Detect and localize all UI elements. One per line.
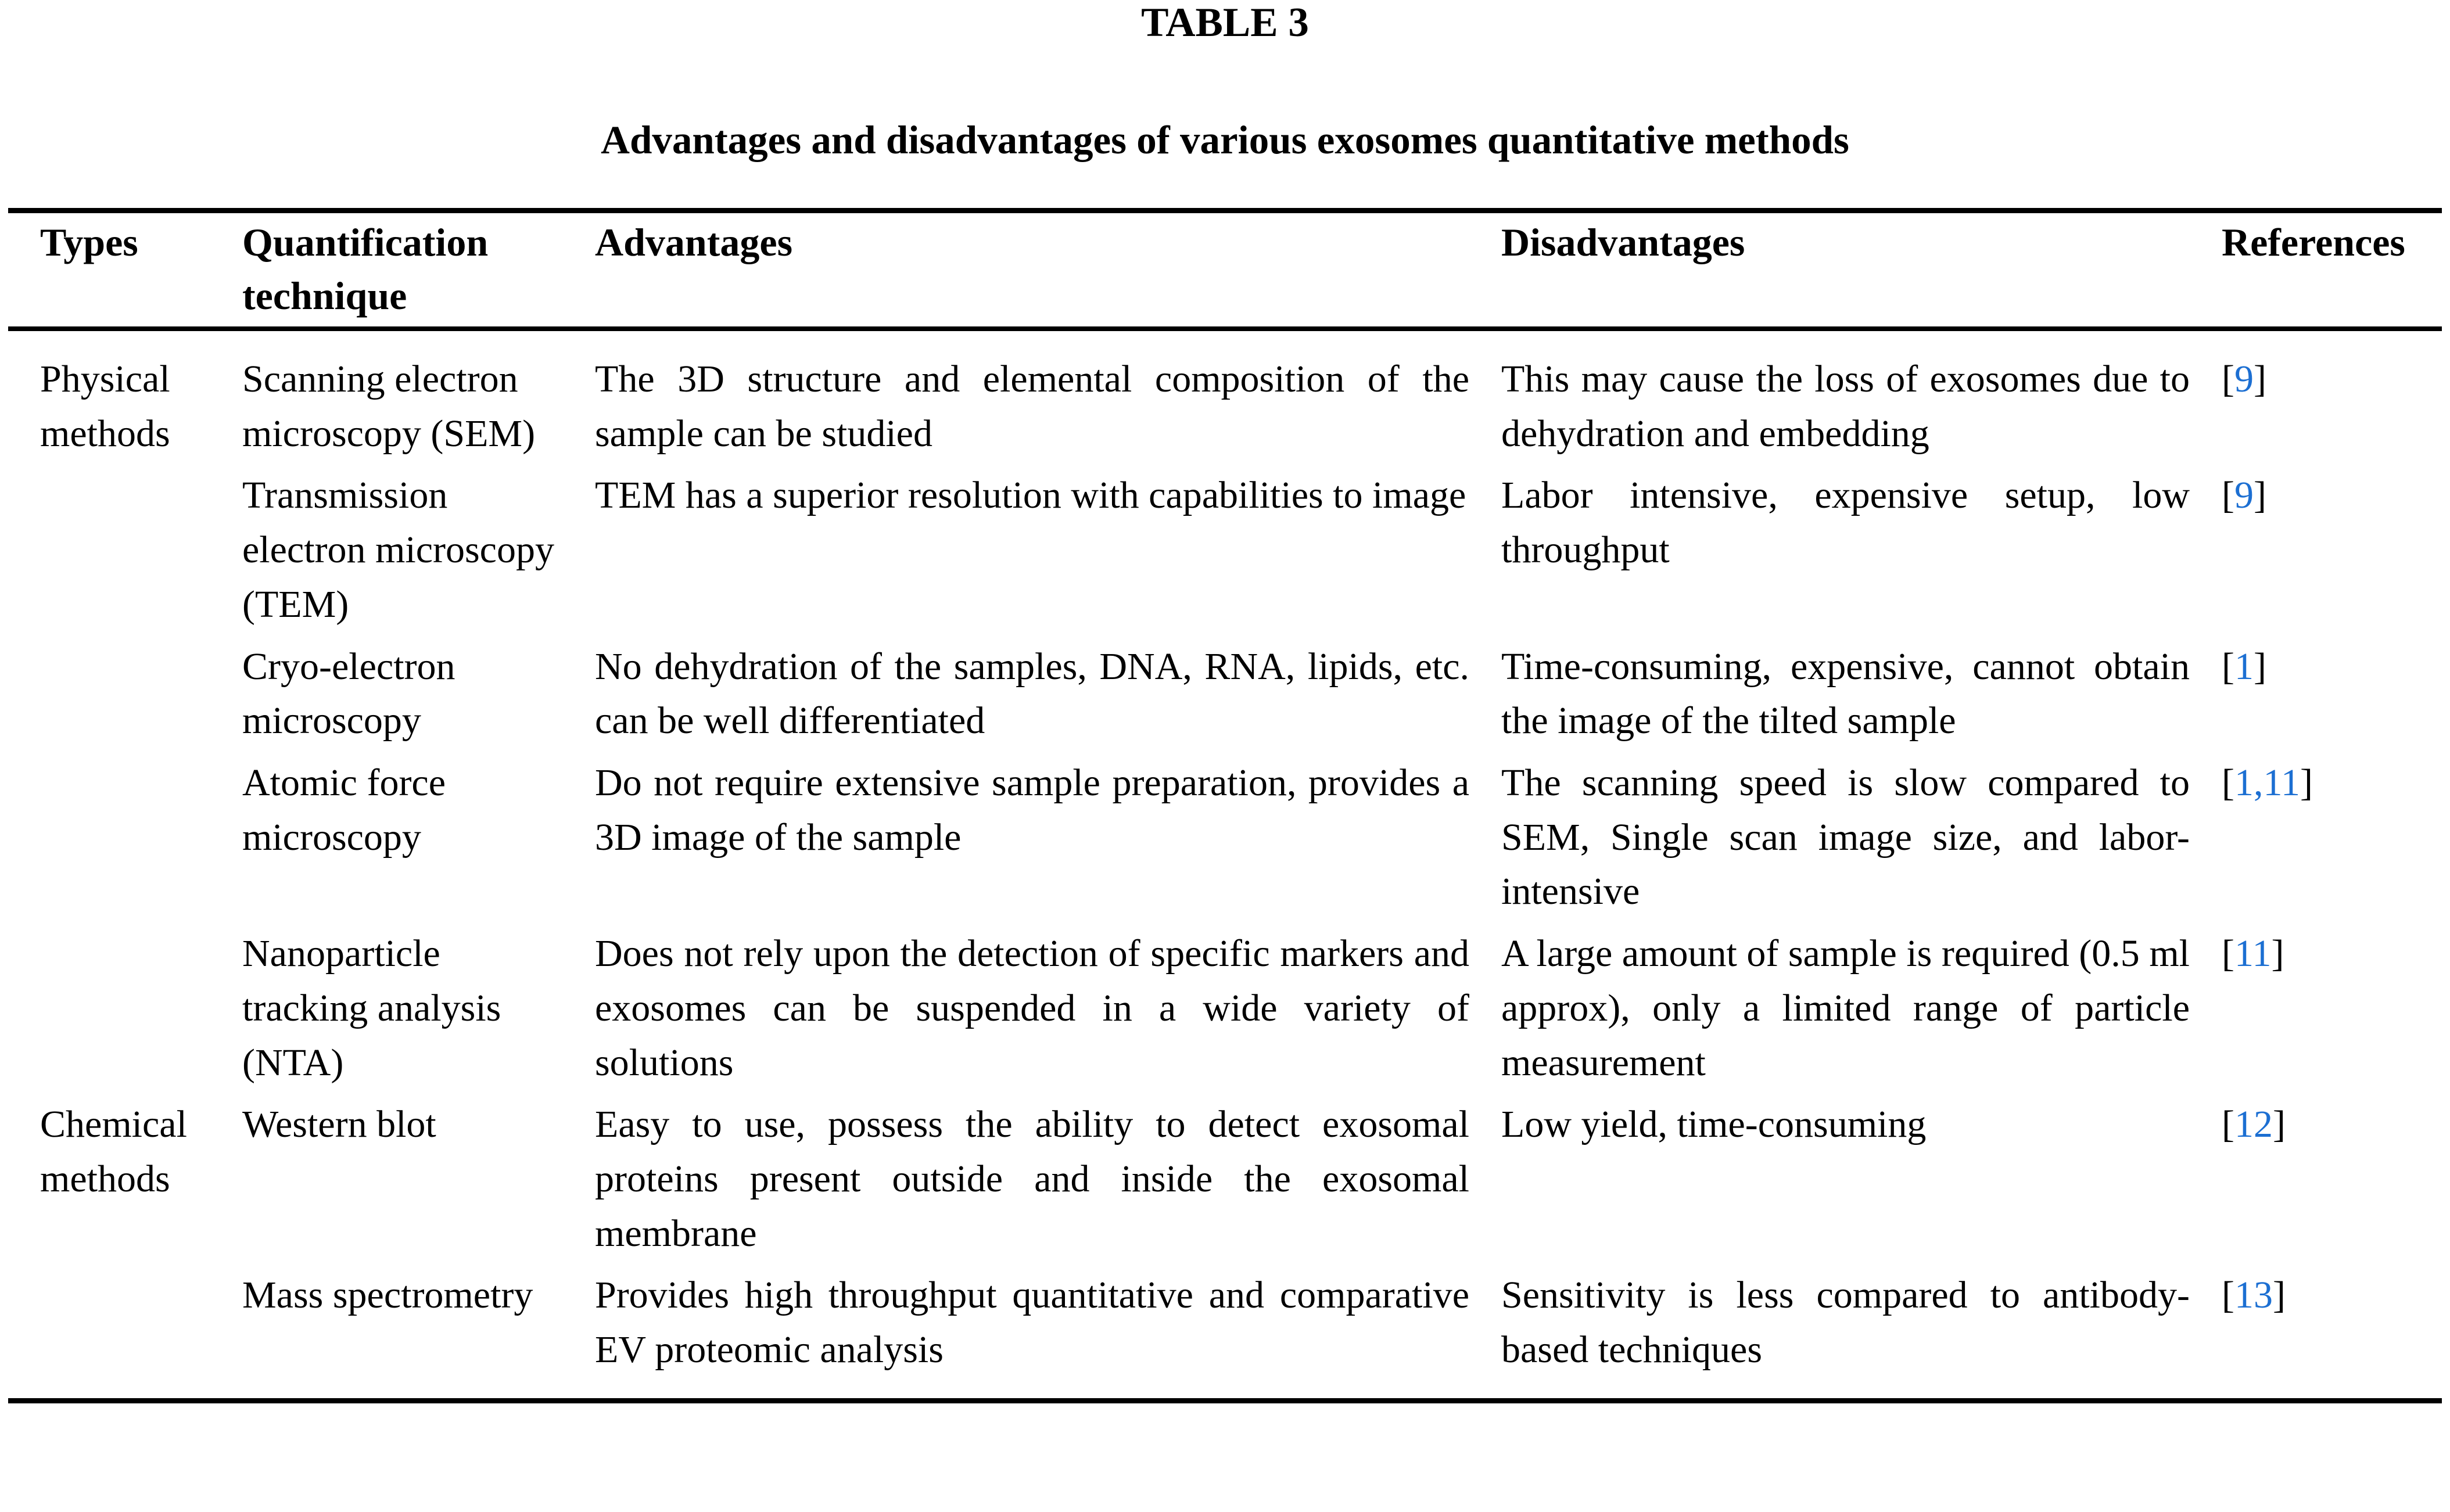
cell-advantages: TEM has a superior resolution with capabilities to image	[595, 474, 1466, 517]
column-header-advantages: Advantages	[595, 213, 1501, 329]
cell-advantages: The 3D structure and elemental composition of the sample can be studied	[595, 357, 1469, 455]
table-body	[8, 329, 2442, 1398]
cell-type: Chemical methods	[40, 1103, 187, 1200]
cell-references	[2222, 329, 2442, 468]
column-header-types: Types	[8, 213, 242, 329]
cell-disadvantages: The scanning speed is slow compared to SEM, Single scan image size, and labor-intensive	[1501, 761, 2190, 913]
reference-bracket-open: [	[2222, 645, 2234, 688]
methods-table	[8, 213, 2442, 1398]
reference-bracket-close: ]	[2253, 645, 2266, 688]
table-number-heading: TABLE 3	[1141, 0, 1309, 45]
reference-link[interactable]: 9	[2234, 357, 2254, 400]
cell-references	[2222, 1268, 2442, 1398]
reference-bracket-open: [	[2222, 1103, 2234, 1146]
column-header-disadvantages: Disadvantages	[1501, 213, 2222, 329]
cell-type	[8, 926, 242, 1097]
reference-bracket-open: [	[2222, 1274, 2234, 1317]
cell-references	[2222, 1097, 2442, 1268]
reference-bracket-open: [	[2222, 932, 2234, 975]
cell-disadvantages: A large amount of sample is required (0.5 ml approx), only a limited range of particle measurement	[1501, 932, 2190, 1084]
cell-disadvantages: Labor intensive, expensive setup, low throughput	[1501, 474, 2190, 572]
cell-disadvantages: Low yield, time-consuming	[1501, 1103, 1927, 1146]
table-row	[8, 640, 2442, 756]
cell-references	[2222, 640, 2442, 756]
cell-type	[8, 1268, 242, 1398]
reference-link[interactable]: 13	[2234, 1274, 2273, 1317]
cell-type	[8, 756, 242, 926]
reference-bracket-close: ]	[2272, 1103, 2286, 1146]
cell-disadvantages: This may cause the loss of exosomes due to dehydration and embedding	[1501, 357, 2190, 455]
cell-disadvantages: Sensitivity is less compared to antibody-based techniques	[1501, 1274, 2190, 1371]
reference-link[interactable]: 1,11	[2234, 761, 2301, 804]
cell-technique: Atomic force microscopy	[242, 761, 446, 859]
cell-technique: Scanning electron microscopy (SEM)	[242, 357, 536, 455]
reference-bracket-open: [	[2222, 474, 2234, 517]
reference-link[interactable]: 11	[2234, 932, 2272, 975]
reference-bracket-open: [	[2222, 357, 2234, 400]
cell-references	[2222, 926, 2442, 1097]
cell-references	[2222, 756, 2442, 926]
table-caption: Advantages and disadvantages of various exosomes quantitative methods	[601, 118, 1849, 162]
table-row	[8, 329, 2442, 468]
cell-advantages: Provides high throughput quantitative and comparative EV proteomic analysis	[595, 1274, 1469, 1371]
table-wrapper	[8, 208, 2442, 1403]
cell-advantages: Do not require extensive sample preparation, provides a 3D image of the sample	[595, 761, 1469, 859]
cell-technique: Transmission electron microscopy (TEM)	[242, 474, 554, 626]
cell-technique: Mass spectrometry	[242, 1274, 533, 1317]
reference-link[interactable]: 12	[2234, 1103, 2273, 1146]
cell-type	[8, 468, 242, 639]
reference-bracket-close: ]	[2253, 474, 2266, 517]
reference-bracket-close: ]	[2253, 357, 2266, 400]
table-row	[8, 468, 2442, 639]
reference-bracket-close: ]	[2271, 932, 2284, 975]
cell-type: Physical methods	[40, 357, 170, 455]
table-row	[8, 926, 2442, 1097]
reference-bracket-close: ]	[2300, 761, 2313, 804]
table-row	[8, 1268, 2442, 1398]
reference-bracket-open: [	[2222, 761, 2234, 804]
cell-advantages: No dehydration of the samples, DNA, RNA, lipids, etc. can be well differentiated	[595, 645, 1469, 742]
table-header	[8, 213, 2442, 329]
cell-advantages: Does not rely upon the detection of specific markers and exosomes can be suspended in a wide variety of solutions	[595, 932, 1469, 1084]
cell-technique: Nanoparticle tracking analysis (NTA)	[242, 932, 501, 1084]
cell-disadvantages: Time-consuming, expensive, cannot obtain the image of the tilted sample	[1501, 645, 2190, 742]
cell-technique: Western blot	[242, 1103, 436, 1146]
reference-link[interactable]: 9	[2234, 474, 2254, 517]
cell-technique: Cryo-electron microscopy	[242, 645, 455, 742]
header-row	[8, 213, 2442, 329]
reference-bracket-close: ]	[2272, 1274, 2286, 1317]
column-header-technique: Quantification technique	[242, 213, 595, 329]
cell-advantages: Easy to use, possess the ability to detect exosomal proteins present outside and inside the exosomal membrane	[595, 1103, 1469, 1255]
column-header-references: References	[2222, 213, 2442, 329]
cell-references	[2222, 468, 2442, 639]
table-row	[8, 756, 2442, 926]
table-row	[8, 1097, 2442, 1268]
reference-link[interactable]: 1	[2234, 645, 2254, 688]
cell-type	[8, 640, 242, 756]
